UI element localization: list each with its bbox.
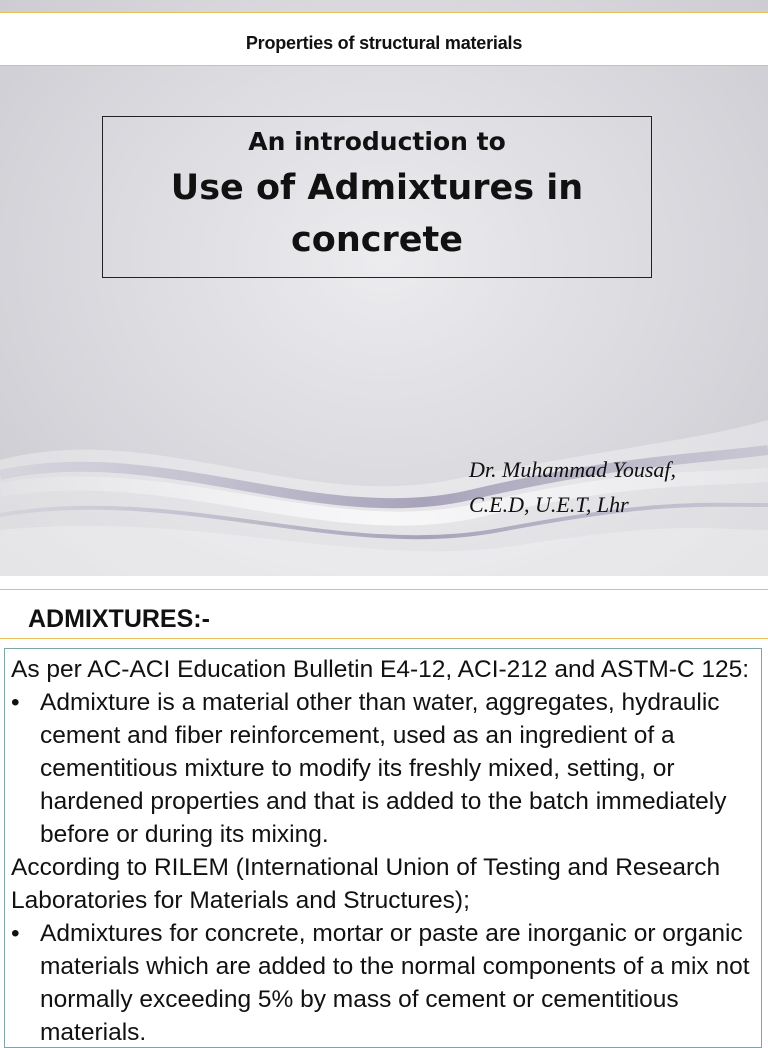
header-title: Properties of structural materials xyxy=(245,32,523,53)
author-name: Dr. Muhammad Yousaf, xyxy=(469,457,677,482)
bullet-text-1: Admixture is a material other than water, aggregates, hydraulic cement and fiber reinforcement, used as an ingredient of a cementitious mixture to modify its freshly mixed, setting, or hardened properties and that is added to the batch immediately before or during its mixing. xyxy=(40,689,727,848)
bullet-item-1 xyxy=(11,686,755,851)
bullet-icon: • xyxy=(11,689,20,716)
bullet-item-2 xyxy=(11,917,755,1048)
paragraph-2: According to RILEM (International Union of Testing and Research Laboratories for Materials and Structures); xyxy=(11,854,721,914)
content-slide xyxy=(0,576,768,1046)
paragraph-1: As per AC-ACI Education Bulletin E4-12, ACI-212 and ASTM-C 125: xyxy=(11,656,750,683)
bullet-text-2: Admixtures for concrete, mortar or paste are inorganic or organic materials which are added to the normal components of a mix not normally exceeding 5% by mass of cement or cementitious materials. xyxy=(40,920,750,1046)
title-main: Use of Admixtures in concrete xyxy=(170,168,584,260)
title-box xyxy=(102,116,652,278)
slide-header xyxy=(0,12,768,66)
section-title: ADMIXTURES:- xyxy=(28,605,210,633)
author-affiliation: C.E.D, U.E.T, Lhr xyxy=(469,492,629,517)
section-header-bar xyxy=(0,589,768,639)
title-intro: An introduction to xyxy=(248,127,506,156)
bullet-icon: • xyxy=(11,920,20,947)
author-block xyxy=(469,452,676,522)
content-box xyxy=(4,648,762,1048)
